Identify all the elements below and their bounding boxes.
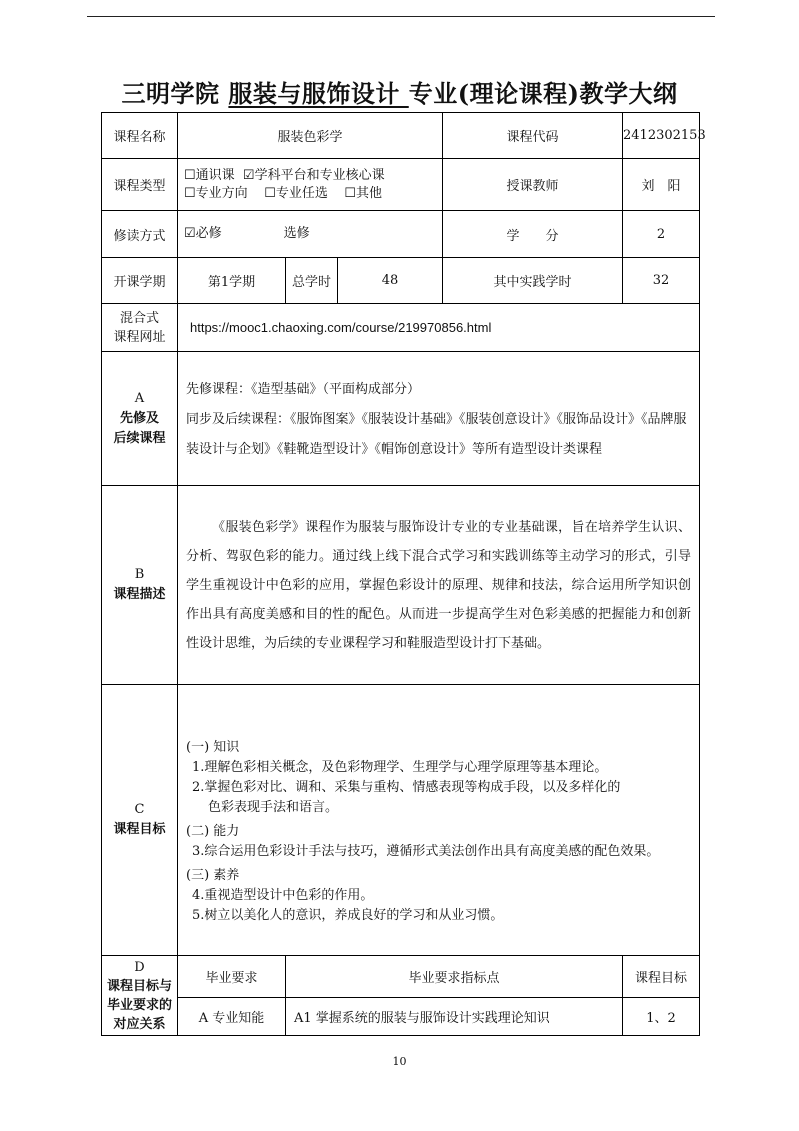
course-type-label: 课程类型 xyxy=(102,159,178,211)
total-hours-label: 总学时 xyxy=(286,258,338,304)
section-d-title-line3: 对应关系 xyxy=(113,1016,166,1032)
title-school: 三明学院 xyxy=(121,79,229,108)
course-url[interactable]: https://mooc1.chaoxing.com/course/219970856.html xyxy=(178,304,700,352)
option-other: ☐其他 xyxy=(344,185,383,201)
section-a-label xyxy=(102,352,178,486)
goal-heading-literacy: (三) 素养 xyxy=(186,868,240,883)
syllabus-table xyxy=(101,112,706,1036)
course-code-value: 2412302153 xyxy=(623,113,700,159)
col-indicator: 毕业要求指标点 xyxy=(286,956,623,998)
goal-item-2-cont: 色彩表现手法和语言。 xyxy=(208,800,339,815)
course-name-value: 服装色彩学 xyxy=(178,113,443,159)
course-name-label: 课程名称 xyxy=(102,113,178,159)
url-label-line1: 混合式 xyxy=(119,310,159,326)
teacher-label: 授课教师 xyxy=(443,159,623,211)
course-goals xyxy=(178,685,700,956)
section-a-title-line2: 后续课程 xyxy=(113,430,166,446)
course-code-label: 课程代码 xyxy=(443,113,623,159)
row-section-d-1 xyxy=(102,998,700,1036)
row-course-type xyxy=(102,159,700,211)
row-course-name xyxy=(102,113,700,159)
mode-elective: 选修 xyxy=(283,226,310,241)
goal-item-3: 3.综合运用色彩设计手法与技巧，遵循形式美法创作出具有高度美感的配色效果。 xyxy=(192,844,660,859)
row-url xyxy=(102,304,700,352)
study-mode-label: 修读方式 xyxy=(102,211,178,258)
credit-label: 学 分 xyxy=(443,211,623,258)
row-section-a xyxy=(102,352,700,486)
col-graduation-req: 毕业要求 xyxy=(178,956,286,998)
title-major: 服装与服饰设计 xyxy=(228,79,409,108)
goal-heading-ability: (二) 能力 xyxy=(186,824,240,839)
section-c-title: 课程目标 xyxy=(113,822,166,837)
goal-item-5: 5.树立以美化人的意识，养成良好的学习和从业习惯。 xyxy=(192,908,504,923)
indicator-a1: A1 掌握系统的服装与服饰设计实践理论知识 xyxy=(286,998,623,1036)
page-title xyxy=(0,74,799,109)
section-d-label xyxy=(102,956,178,1036)
url-label xyxy=(102,304,178,352)
col-course-goal: 课程目标 xyxy=(623,956,700,998)
section-d-letter: D xyxy=(134,959,145,975)
total-hours-value: 48 xyxy=(338,258,443,304)
goal-item-1: 1.理解色彩相关概念，及色彩物理学、生理学与心理学原理等基本理论。 xyxy=(192,760,608,775)
credit-value: 2 xyxy=(623,211,700,258)
study-mode-options xyxy=(178,211,443,258)
section-b-title: 课程描述 xyxy=(113,587,166,602)
practice-hours-label: 其中实践学时 xyxy=(443,258,623,304)
option-core: ☑学科平台和专业核心课 xyxy=(242,167,385,183)
title-suffix: 专业(理论课程)教学大纲 xyxy=(408,79,678,108)
goal-item-2: 2.掌握色彩对比、调和、采集与重构、情感表现等构成手段，以及多样化的 xyxy=(192,780,621,795)
row-section-c xyxy=(102,685,700,956)
practice-hours-value: 32 xyxy=(623,258,700,304)
page-number: 10 xyxy=(392,1055,407,1068)
course-description: 《服装色彩学》课程作为服装与服饰设计专业的专业基础课，旨在培养学生认识、分析、驾驭色彩的能力。通过线上线下混合式学习和实践训练等主动学习的形式，引导学生重视设计中色彩的应用，掌握色彩设计的原理、规律和技法，综合运用所学知识创作出具有高度美感和目的性的配色。从而进一步提高学生对色彩美感的把握能力和创新性设计思维，为后续的专业课程学习和鞋服造型设计打下基础。 xyxy=(178,486,700,685)
url-label-line2: 课程网址 xyxy=(113,329,166,345)
section-b-label xyxy=(102,486,178,685)
req-a: A 专业知能 xyxy=(178,998,286,1036)
section-b-letter: B xyxy=(134,567,145,582)
option-general: ☐通识课 xyxy=(184,167,235,183)
option-elective: ☐专业任选 xyxy=(264,185,328,201)
row-semester xyxy=(102,258,700,304)
course-type-options xyxy=(178,159,443,211)
row-section-d-header xyxy=(102,956,700,998)
header-rule xyxy=(87,16,715,17)
goal-heading-knowledge: (一) 知识 xyxy=(186,740,240,755)
section-c-letter: C xyxy=(134,802,145,817)
section-d-title-line2: 毕业要求的 xyxy=(106,997,172,1013)
section-c-label xyxy=(102,685,178,956)
teacher-value: 刘 阳 xyxy=(623,159,700,211)
followup-courses: 同步及后续课程：《服饰图案》《服装设计基础》《服装创意设计》《服饰品设计》《品牌服装设计与企划》《鞋靴造型设计》《帽饰创意设计》等所有造型设计类课程 xyxy=(186,411,687,457)
row-section-b xyxy=(102,486,700,685)
goal-item-4: 4.重视造型设计中色彩的作用。 xyxy=(192,888,374,903)
semester-label: 开课学期 xyxy=(102,258,178,304)
prerequisite-courses: 先修课程：《造型基础》（平面构成部分） xyxy=(186,381,421,397)
goal-mapping-a1: 1、2 xyxy=(623,998,700,1036)
mode-required: ☑必修 xyxy=(184,226,222,241)
section-a-content xyxy=(178,352,700,486)
section-a-letter: A xyxy=(134,390,145,406)
option-direction: ☐专业方向 xyxy=(184,185,248,201)
section-a-title-line1: 先修及 xyxy=(119,410,159,426)
row-study-mode xyxy=(102,211,700,258)
section-d-title-line1: 课程目标与 xyxy=(106,978,172,994)
semester-value: 第1学期 xyxy=(178,258,286,304)
